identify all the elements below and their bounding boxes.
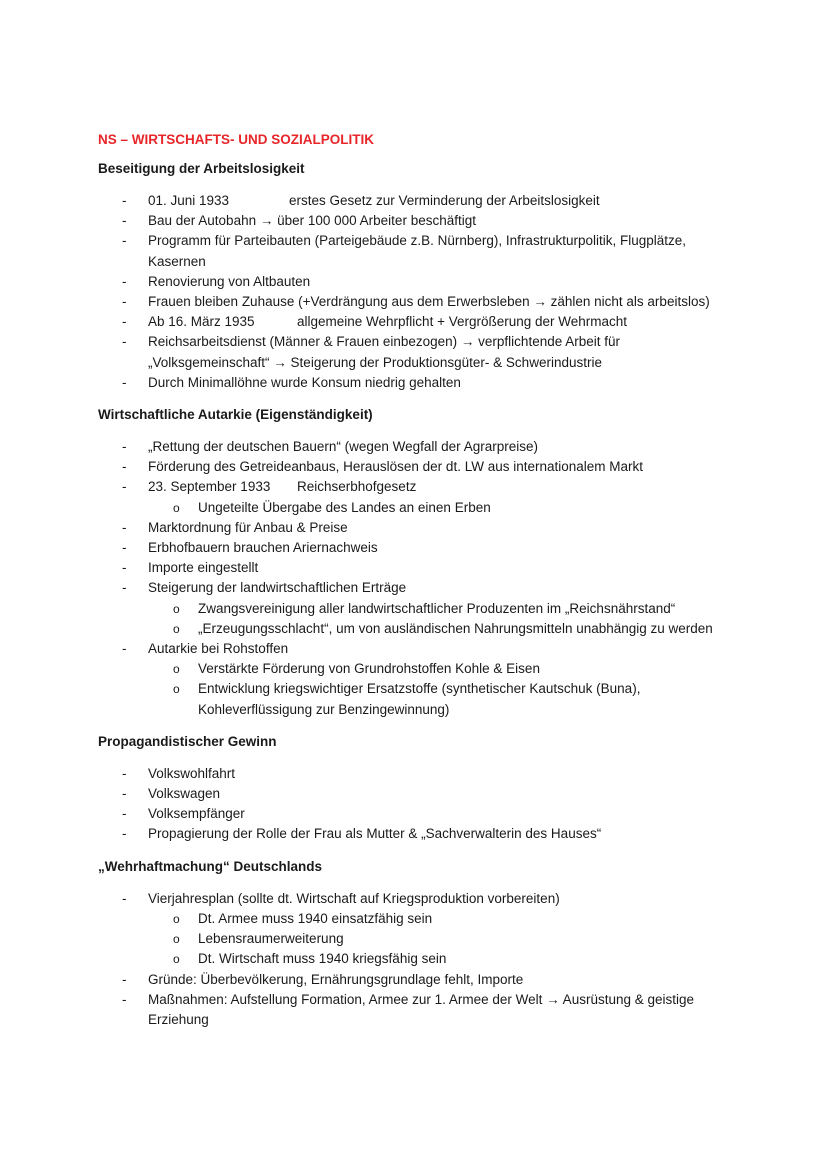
circle-bullet: o	[173, 682, 180, 697]
item-text: Vierjahresplan (sollte dt. Wirtschaft auf Kriegsproduktion vorbereiten)	[148, 890, 560, 906]
dash-bullet: -	[122, 890, 127, 906]
list-item	[98, 804, 738, 824]
item-text: Frauen bleiben Zuhause (+Verdrängung aus dem Erwerbsleben → zählen nicht als arbeitslos)	[148, 294, 710, 310]
item-text: Durch Minimallöhne wurde Konsum niedrig gehalten	[148, 374, 461, 390]
dash-bullet: -	[122, 826, 127, 842]
list-item	[98, 990, 738, 1030]
list-item	[98, 639, 738, 720]
item-text: Bau der Autobahn → über 100 000 Arbeiter beschäftigt	[148, 213, 476, 229]
dash-bullet: -	[122, 580, 127, 596]
list-item	[98, 457, 738, 477]
item-text: Programm für Parteibauten (Parteigebäude z.B. Nürnberg), Infrastrukturpolitik, Flugplätze, Kasernen	[148, 233, 687, 269]
item-text: Reichserbhofgesetz	[297, 479, 417, 495]
list-item	[98, 824, 738, 844]
dash-bullet: -	[122, 233, 127, 249]
item-text: Volkswagen	[148, 786, 221, 802]
sub-item-text: Lebensraumerweiterung	[198, 931, 344, 947]
list-item	[98, 889, 738, 970]
list-item	[98, 373, 738, 393]
dash-bullet: -	[122, 765, 127, 781]
item-text: Propagierung der Rolle der Frau als Mutter & „Sachverwalterin des Hauses“	[148, 826, 602, 842]
circle-bullet: o	[173, 500, 180, 515]
dash-bullet: -	[122, 213, 127, 229]
section-heading-wehrhaftmachung: „Wehrhaftmachung“ Deutschlands	[98, 858, 323, 874]
dash-bullet: -	[122, 459, 127, 475]
dash-bullet: -	[122, 806, 127, 822]
item-text: Volkswohlfahrt	[148, 765, 236, 781]
item-text: Förderung des Getreideanbaus, Herauslösen der dt. LW aus internationalem Markt	[148, 459, 644, 475]
list-item	[98, 764, 738, 784]
dash-bullet: -	[122, 786, 127, 802]
list-item	[98, 231, 738, 271]
dash-bullet: -	[122, 479, 127, 495]
circle-bullet: o	[173, 621, 180, 636]
item-text: Steigerung der landwirtschaftlichen Erträge	[148, 580, 407, 596]
sub-item-text: Dt. Armee muss 1940 einsatzfähig sein	[198, 910, 433, 926]
section-heading-autarkie: Wirtschaftliche Autarkie (Eigenständigkeit)	[98, 407, 373, 423]
item-text: Renovierung von Altbauten	[148, 273, 311, 289]
section-heading-arbeitslosigkeit: Beseitigung der Arbeitslosigkeit	[98, 161, 305, 176]
sub-list-item	[148, 929, 738, 949]
sub-list	[148, 659, 738, 720]
list-item	[98, 211, 738, 231]
circle-bullet: o	[173, 932, 180, 947]
dash-bullet: -	[122, 193, 127, 208]
item-text: Marktordnung für Anbau & Preise	[148, 519, 348, 535]
list-item	[98, 312, 738, 332]
dash-bullet: -	[122, 641, 127, 657]
dash-bullet: -	[122, 560, 127, 576]
list-item	[98, 558, 738, 578]
sub-list-item	[148, 679, 738, 719]
list-item	[98, 332, 738, 372]
section-heading-propaganda: Propagandistischer Gewinn	[98, 733, 277, 749]
item-text: Gründe: Überbevölkerung, Ernährungsgrundlage fehlt, Importe	[148, 971, 524, 987]
dash-bullet: -	[122, 991, 127, 1007]
item-text: Importe eingestellt	[148, 560, 259, 576]
bullet-list-arbeitslosigkeit	[98, 191, 738, 393]
list-item	[98, 518, 738, 538]
list-item	[98, 970, 738, 990]
item-text: allgemeine Wehrpflicht + Vergrößerung der Wehrmacht	[297, 314, 628, 330]
bullet-list-propaganda	[98, 764, 738, 845]
list-item	[98, 578, 738, 639]
document-title: NS – WIRTSCHAFTS- UND SOZIALPOLITIK	[98, 132, 374, 147]
dash-bullet: -	[122, 439, 127, 455]
dash-bullet: -	[122, 294, 127, 310]
sub-list-item	[148, 909, 738, 929]
list-item	[98, 538, 738, 558]
sub-item-text: Verstärkte Förderung von Grundrohstoffen Kohle & Eisen	[198, 661, 540, 677]
dash-bullet: -	[122, 314, 127, 330]
list-item	[98, 784, 738, 804]
list-item	[98, 477, 738, 517]
list-item	[98, 437, 738, 457]
item-text: erstes Gesetz zur Verminderung der Arbeitslosigkeit	[289, 193, 600, 208]
item-text: Erbhofbauern brauchen Ariernachweis	[148, 540, 378, 556]
sub-list-item	[148, 498, 738, 518]
bullet-list-wehrhaftmachung	[98, 889, 738, 1030]
item-date: 23. September 1933	[148, 479, 271, 495]
item-text: „Rettung der deutschen Bauern“ (wegen Wegfall der Agrarpreise)	[148, 439, 538, 455]
sub-item-text: Entwicklung kriegswichtiger Ersatzstoffe (synthetischer Kautschuk (Buna), Kohleverflüssigung zur Benzingewinnung)	[198, 681, 641, 717]
item-text: Reichsarbeitsdienst (Männer & Frauen einbezogen) → verpflichtende Arbeit für „Volksgemeinschaft“ → Steigerung der Produktionsgüter- & Schwerindustrie	[148, 334, 620, 370]
circle-bullet: o	[173, 662, 180, 677]
item-text: Volksempfänger	[148, 806, 245, 822]
item-text: Maßnahmen: Aufstellung Formation, Armee zur 1. Armee der Welt → Ausrüstung & geistige Erziehung	[148, 991, 695, 1027]
sub-item-text: Dt. Wirtschaft muss 1940 kriegsfähig sein	[198, 951, 447, 967]
circle-bullet: o	[173, 952, 180, 967]
sub-list	[148, 498, 738, 518]
circle-bullet: o	[173, 601, 180, 616]
circle-bullet: o	[173, 911, 180, 926]
sub-item-text: „Erzeugungsschlacht“, um von ausländischen Nahrungsmitteln unabhängig zu werden	[198, 620, 713, 636]
document-page	[98, 132, 738, 1044]
item-date: Ab 16. März 1935	[148, 314, 255, 330]
item-text: Autarkie bei Rohstoffen	[148, 641, 289, 657]
list-item	[98, 272, 738, 292]
dash-bullet: -	[122, 334, 127, 350]
dash-bullet: -	[122, 971, 127, 987]
sub-item-text: Ungeteilte Übergabe des Landes an einen Erben	[198, 499, 491, 515]
item-date: 01. Juni 1933	[148, 193, 230, 208]
sub-list	[148, 909, 738, 970]
sub-list-item	[148, 599, 738, 619]
sub-item-text: Zwangsvereinigung aller landwirtschaftlicher Produzenten im „Reichsnährstand“	[198, 600, 676, 616]
list-item	[98, 292, 738, 312]
list-item	[98, 191, 738, 211]
dash-bullet: -	[122, 374, 127, 390]
sub-list-item	[148, 659, 738, 679]
dash-bullet: -	[122, 273, 127, 289]
sub-list	[148, 599, 738, 639]
sub-list-item	[148, 619, 738, 639]
dash-bullet: -	[122, 519, 127, 535]
sub-list-item	[148, 949, 738, 969]
dash-bullet: -	[122, 540, 127, 556]
bullet-list-autarkie	[98, 437, 738, 720]
